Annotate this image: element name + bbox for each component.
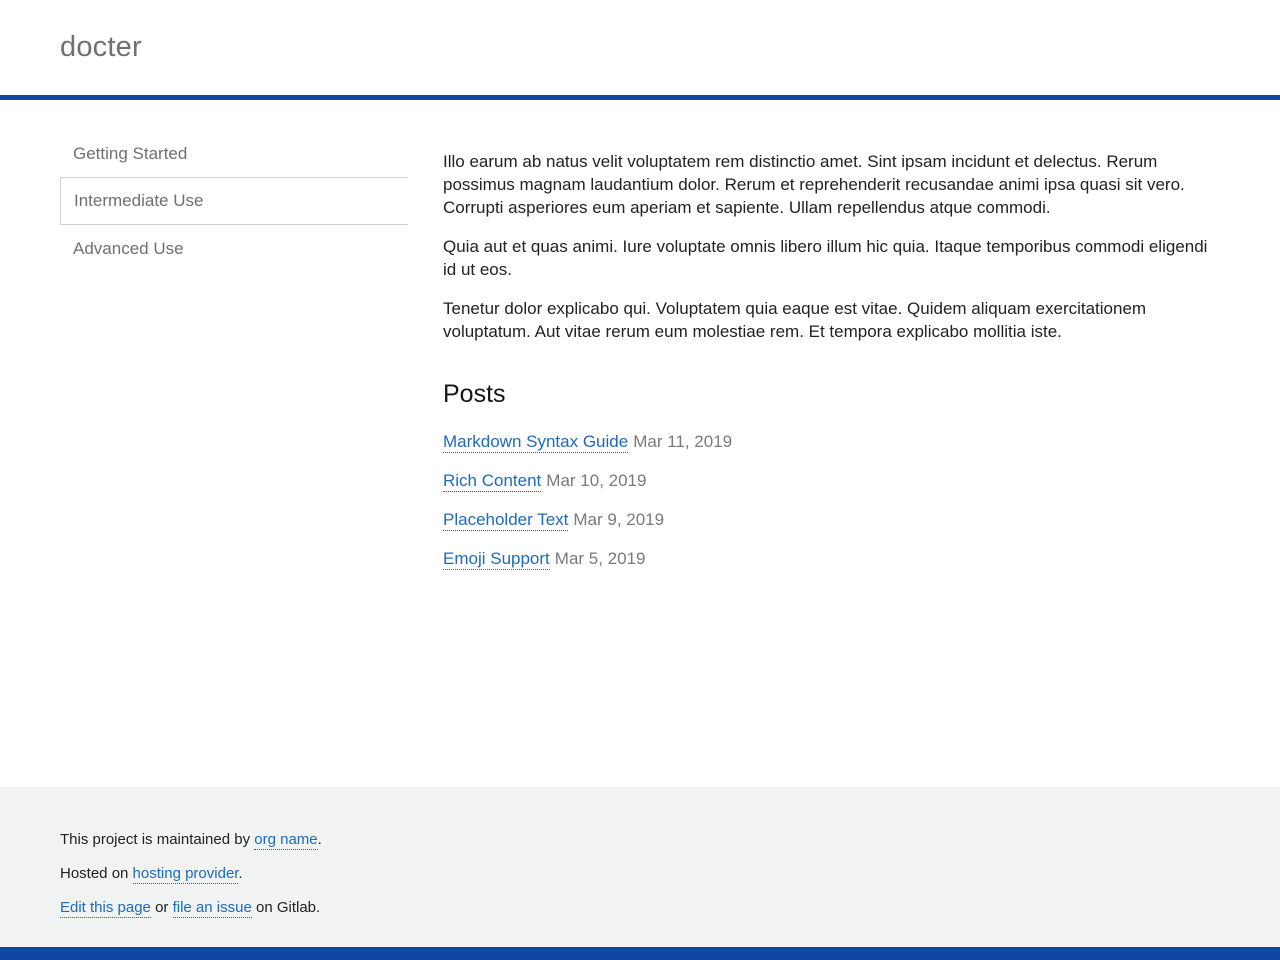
footer-edit-line xyxy=(60,900,1220,915)
posts-heading: Posts xyxy=(443,380,506,408)
footer-edit-mid: or xyxy=(150,899,173,916)
org-name-link[interactable]: org name xyxy=(254,831,318,848)
intro-paragraph-1: Illo earum ab natus velit voluptatem rem distinctio amet. Sint ipsam incidunt et delectus. Rerum possimus magnam laudantium dolor. Rerum et reprehenderit recusandae animi ipsa quasi sit vero. Corrupti asperiores eum aperiam et sapiente. Ullam repellendus atque commodi. xyxy=(443,152,1185,217)
footer-accent-bar xyxy=(0,947,1280,960)
post-date: Mar 9, 2019 xyxy=(573,510,665,529)
footer-maintained-line xyxy=(60,832,1220,847)
intro-paragraph-2: Quia aut et quas animi. Iure voluptate omnis libero illum hic quia. Itaque temporibus commodi eligendi id ut eos. xyxy=(443,237,1208,279)
post-date: Mar 11, 2019 xyxy=(633,432,733,451)
hosting-provider-link[interactable]: hosting provider xyxy=(132,865,239,882)
post-link-placeholder-text[interactable]: Placeholder Text xyxy=(443,510,569,529)
sidebar-item-intermediate-use[interactable]: Intermediate Use xyxy=(60,178,408,225)
main-content xyxy=(443,131,1220,587)
intro-paragraph-3: Tenetur dolor explicabo qui. Voluptatem quia eaque est vitae. Quidem aliquam exercitationem voluptatum. Aut vitae rerum eum molestiae rem. Et tempora explicabo mollitia iste. xyxy=(443,299,1147,341)
footer-hosted-prefix: Hosted on xyxy=(60,865,133,882)
sidebar-item-advanced-use[interactable]: Advanced Use xyxy=(73,238,184,258)
sidebar-item-getting-started[interactable]: Getting Started xyxy=(60,131,408,178)
post-link-rich-content[interactable]: Rich Content xyxy=(443,471,542,490)
post-date: Mar 5, 2019 xyxy=(554,549,646,568)
post-date: Mar 10, 2019 xyxy=(546,471,647,490)
file-an-issue-link[interactable]: file an issue xyxy=(172,899,252,916)
site-title: docter xyxy=(60,31,142,63)
post-link-emoji-support[interactable]: Emoji Support xyxy=(443,549,550,568)
footer-hosted-line xyxy=(60,866,1220,881)
site-header xyxy=(0,0,1280,95)
sidebar-nav xyxy=(60,131,408,272)
content-area xyxy=(0,100,1280,787)
post-row xyxy=(443,509,1220,531)
site-footer xyxy=(0,787,1280,947)
footer-edit-suffix: on Gitlab. xyxy=(251,899,321,916)
post-row xyxy=(443,431,1220,453)
post-link-markdown-syntax-guide[interactable]: Markdown Syntax Guide xyxy=(443,432,629,451)
post-row xyxy=(443,470,1220,492)
footer-maintained-suffix: . xyxy=(317,831,322,848)
footer-hosted-suffix: . xyxy=(238,865,243,882)
edit-this-page-link[interactable]: Edit this page xyxy=(60,899,151,916)
post-row xyxy=(443,548,1220,570)
footer-maintained-prefix: This project is maintained by xyxy=(60,831,255,848)
